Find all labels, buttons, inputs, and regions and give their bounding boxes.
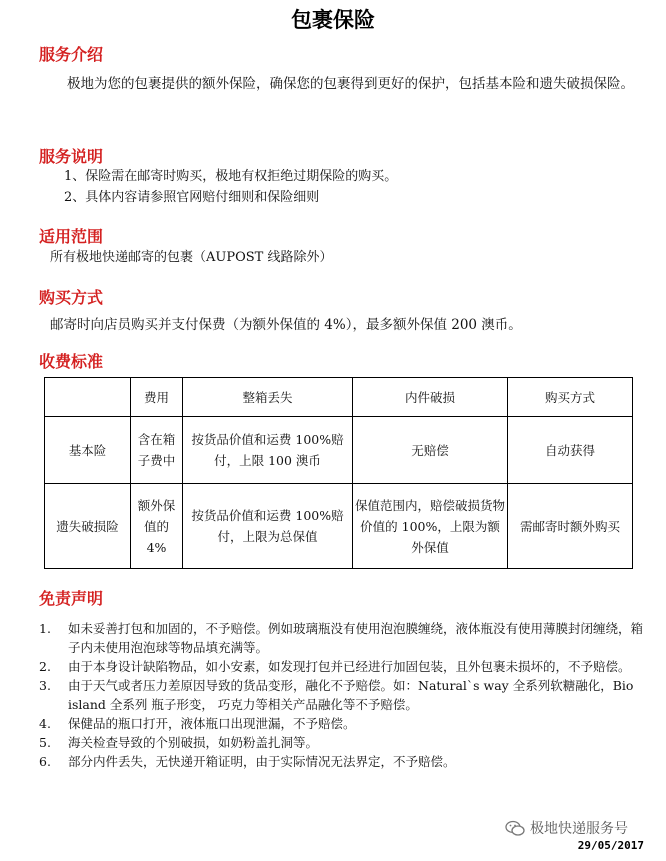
list-item: [39, 714, 651, 733]
heading-disclaimer: 免责声明: [39, 589, 104, 608]
loss-damage-cost: 额外保值的 4%: [131, 484, 183, 569]
page-title: 包裹保险: [291, 8, 375, 32]
heading-explanation: 服务说明: [39, 147, 104, 166]
fee-header-cell: [45, 378, 131, 417]
list-number: 5.: [39, 735, 51, 750]
fee-table-header-row: [45, 378, 633, 417]
list-item: [39, 752, 651, 771]
row-label-loss-damage: 遗失破损险: [45, 484, 131, 569]
fee-header-cost: 费用: [131, 378, 183, 417]
watermark-text: 极地快递服务号: [530, 821, 628, 837]
list-item: [39, 733, 651, 752]
loss-damage-box-loss: 按货品价值和运费 100%赔付，上限为总保值: [183, 484, 353, 569]
list-text: 海关检查导致的个别破损，如奶粉盖扎洞等。: [68, 735, 319, 750]
fee-table: [44, 377, 633, 569]
purchase-text: 邮寄时向店员购买并支付保费（为额外保值的 4%），最多额外保值 200 澳币。: [50, 317, 522, 333]
loss-damage-damage: 保值范围内，赔偿破损货物价值的 100%，上限为额外保值: [353, 484, 508, 569]
basic-damage: 无赔偿: [353, 417, 508, 484]
explanation-item-1: 1、保险需在邮寄时购买，极地有权拒绝过期保险的购买。: [64, 169, 398, 184]
list-text: 由于本身设计缺陷物品，如小安素，如发现打包并已经进行加固包装，且外包裹未损坏的，不予赔偿。: [68, 659, 631, 674]
list-number: 2.: [39, 659, 51, 674]
loss-damage-purchase: 需邮寄时额外购买: [508, 484, 633, 569]
fee-header-content-damage: 内件破损: [353, 378, 508, 417]
row-label-basic: 基本险: [45, 417, 131, 484]
list-number: 3.: [39, 678, 51, 693]
list-text: 保健品的瓶口打开，液体瓶口出现泄漏，不予赔偿。: [68, 716, 356, 731]
basic-box-loss: 按货品价值和运费 100%赔付，上限 100 澳币: [183, 417, 353, 484]
heading-purchase: 购买方式: [39, 288, 104, 307]
list-item: [39, 619, 651, 657]
list-item: [39, 676, 651, 714]
list-number: 1.: [39, 621, 51, 636]
intro-text: 极地为您的包裹提供的额外保险，确保您的包裹得到更好的保护，包括基本险和遗失破损保险。: [67, 76, 634, 92]
basic-cost: 含在箱子费中: [131, 417, 183, 484]
list-text: 部分内件丢失，无快递开箱证明，由于实际情况无法界定，不予赔偿。: [68, 754, 456, 769]
fee-header-purchase-method: 购买方式: [508, 378, 633, 417]
list-item: [39, 657, 651, 676]
table-row: [45, 417, 633, 484]
wechat-icon: [505, 820, 525, 837]
date-stamp: 29/05/2017: [577, 839, 644, 852]
explanation-item-2: 2、具体内容请参照官网赔付细则和保险细则: [64, 190, 320, 205]
heading-scope: 适用范围: [39, 227, 104, 246]
list-number: 6.: [39, 754, 51, 769]
heading-fees: 收费标准: [39, 352, 104, 371]
list-text: 如未妥善打包和加固的，不予赔偿。例如玻璃瓶没有使用泡泡膜缠绕，液体瓶没有使用薄膜封闭缠绕，箱子内未使用泡泡球等物品填充满等。: [68, 621, 644, 655]
table-row: [45, 484, 633, 569]
watermark: [505, 818, 628, 838]
scope-text: 所有极地快递邮寄的包裹（AUPOST 线路除外）: [50, 250, 333, 265]
fee-header-whole-box-loss: 整箱丢失: [183, 378, 353, 417]
basic-purchase: 自动获得: [508, 417, 633, 484]
heading-intro: 服务介绍: [39, 45, 104, 64]
list-text: 由于天气或者压力差原因导致的货品变形，融化不予赔偿。如：Natural`s way 全系列软糖融化，Bio island 全系列 瓶子形变， 巧克力等相关产品融化等不予赔偿。: [68, 678, 634, 712]
disclaimer-list: [39, 619, 651, 771]
list-number: 4.: [39, 716, 51, 731]
